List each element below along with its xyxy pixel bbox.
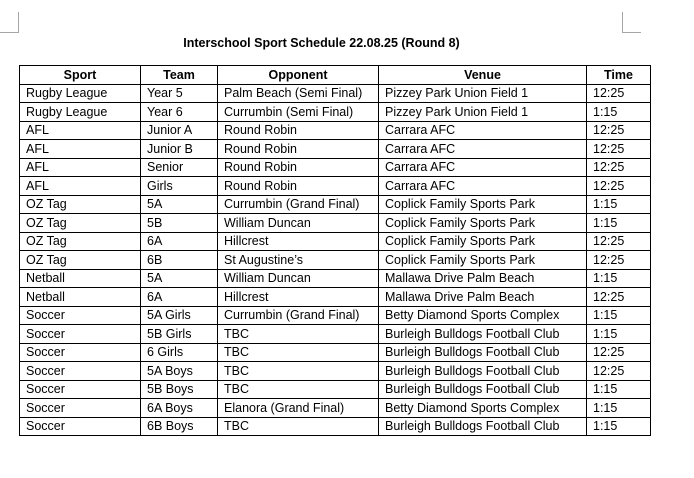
cell-team: 5B Boys: [141, 380, 218, 399]
table-row: [20, 214, 651, 233]
document-title: Interschool Sport Schedule 22.08.25 (Round 8): [183, 36, 460, 50]
cell-venue: Coplick Family Sports Park: [379, 214, 587, 233]
cell-team: 5A: [141, 269, 218, 288]
cell-venue: Coplick Family Sports Park: [379, 232, 587, 251]
cell-team: 5A Girls: [141, 306, 218, 325]
cell-sport: Soccer: [20, 343, 141, 362]
table-row: [20, 103, 651, 122]
cell-opponent: TBC: [218, 343, 379, 362]
cell-team: 6 Girls: [141, 343, 218, 362]
cell-time: 12:25: [587, 362, 651, 381]
page-corner-mark-right: [622, 12, 641, 33]
cell-time: 1:15: [587, 103, 651, 122]
cell-sport: OZ Tag: [20, 232, 141, 251]
header-opponent: Opponent: [218, 66, 379, 85]
cell-time: 12:25: [587, 232, 651, 251]
cell-time: 12:25: [587, 343, 651, 362]
cell-time: 12:25: [587, 84, 651, 103]
cell-time: 1:15: [587, 380, 651, 399]
table-row: [20, 306, 651, 325]
cell-sport: Soccer: [20, 417, 141, 436]
cell-team: 6A: [141, 232, 218, 251]
table-row: [20, 325, 651, 344]
table-row: [20, 417, 651, 436]
cell-opponent: Round Robin: [218, 140, 379, 159]
cell-team: Junior B: [141, 140, 218, 159]
table-row: [20, 177, 651, 196]
header-time: Time: [587, 66, 651, 85]
cell-venue: Pizzey Park Union Field 1: [379, 103, 587, 122]
cell-venue: Betty Diamond Sports Complex: [379, 399, 587, 418]
cell-sport: Soccer: [20, 380, 141, 399]
cell-time: 12:25: [587, 251, 651, 270]
cell-opponent: TBC: [218, 325, 379, 344]
cell-venue: Coplick Family Sports Park: [379, 251, 587, 270]
cell-team: Junior A: [141, 121, 218, 140]
cell-venue: Pizzey Park Union Field 1: [379, 84, 587, 103]
cell-venue: Carrara AFC: [379, 177, 587, 196]
cell-opponent: Hillcrest: [218, 288, 379, 307]
cell-opponent: William Duncan: [218, 214, 379, 233]
cell-team: Senior: [141, 158, 218, 177]
cell-opponent: TBC: [218, 417, 379, 436]
cell-opponent: Hillcrest: [218, 232, 379, 251]
cell-time: 1:15: [587, 325, 651, 344]
table-body: [20, 84, 651, 436]
cell-opponent: Currumbin (Grand Final): [218, 306, 379, 325]
table-row: [20, 195, 651, 214]
cell-venue: Coplick Family Sports Park: [379, 195, 587, 214]
cell-venue: Mallawa Drive Palm Beach: [379, 269, 587, 288]
cell-venue: Burleigh Bulldogs Football Club: [379, 380, 587, 399]
table-row: [20, 399, 651, 418]
cell-team: 6A Boys: [141, 399, 218, 418]
cell-sport: AFL: [20, 140, 141, 159]
cell-team: 6B: [141, 251, 218, 270]
header-sport: Sport: [20, 66, 141, 85]
cell-venue: Burleigh Bulldogs Football Club: [379, 417, 587, 436]
table-header-row: [20, 66, 651, 85]
cell-time: 1:15: [587, 269, 651, 288]
cell-opponent: Elanora (Grand Final): [218, 399, 379, 418]
cell-sport: OZ Tag: [20, 214, 141, 233]
table-row: [20, 232, 651, 251]
cell-team: Girls: [141, 177, 218, 196]
header-venue: Venue: [379, 66, 587, 85]
cell-sport: Soccer: [20, 399, 141, 418]
cell-opponent: Currumbin (Semi Final): [218, 103, 379, 122]
cell-sport: Soccer: [20, 362, 141, 381]
cell-sport: Rugby League: [20, 84, 141, 103]
cell-time: 1:15: [587, 214, 651, 233]
cell-opponent: William Duncan: [218, 269, 379, 288]
cell-sport: OZ Tag: [20, 251, 141, 270]
cell-time: 1:15: [587, 306, 651, 325]
table-row: [20, 343, 651, 362]
table-row: [20, 362, 651, 381]
cell-opponent: Round Robin: [218, 158, 379, 177]
header-team: Team: [141, 66, 218, 85]
cell-time: 12:25: [587, 158, 651, 177]
cell-opponent: TBC: [218, 362, 379, 381]
table-row: [20, 288, 651, 307]
cell-time: 1:15: [587, 399, 651, 418]
cell-team: 6A: [141, 288, 218, 307]
table-row: [20, 380, 651, 399]
table-row: [20, 158, 651, 177]
cell-venue: Burleigh Bulldogs Football Club: [379, 362, 587, 381]
table-row: [20, 84, 651, 103]
cell-team: 5A: [141, 195, 218, 214]
cell-venue: Carrara AFC: [379, 158, 587, 177]
schedule-table: [19, 65, 651, 436]
cell-venue: Burleigh Bulldogs Football Club: [379, 325, 587, 344]
cell-venue: Carrara AFC: [379, 140, 587, 159]
cell-time: 1:15: [587, 195, 651, 214]
cell-time: 12:25: [587, 140, 651, 159]
cell-sport: OZ Tag: [20, 195, 141, 214]
cell-opponent: TBC: [218, 380, 379, 399]
cell-team: 5B: [141, 214, 218, 233]
table-row: [20, 251, 651, 270]
cell-opponent: St Augustine’s: [218, 251, 379, 270]
cell-sport: Netball: [20, 288, 141, 307]
cell-opponent: Round Robin: [218, 177, 379, 196]
cell-venue: Betty Diamond Sports Complex: [379, 306, 587, 325]
cell-time: 12:25: [587, 121, 651, 140]
cell-sport: Soccer: [20, 325, 141, 344]
cell-venue: Mallawa Drive Palm Beach: [379, 288, 587, 307]
cell-time: 1:15: [587, 417, 651, 436]
cell-sport: AFL: [20, 158, 141, 177]
cell-opponent: Palm Beach (Semi Final): [218, 84, 379, 103]
cell-team: Year 6: [141, 103, 218, 122]
table-row: [20, 140, 651, 159]
cell-team: Year 5: [141, 84, 218, 103]
cell-opponent: Currumbin (Grand Final): [218, 195, 379, 214]
page-corner-mark-left: [0, 12, 19, 33]
cell-sport: Netball: [20, 269, 141, 288]
cell-time: 12:25: [587, 177, 651, 196]
cell-sport: AFL: [20, 177, 141, 196]
table-row: [20, 269, 651, 288]
cell-venue: Burleigh Bulldogs Football Club: [379, 343, 587, 362]
cell-team: 6B Boys: [141, 417, 218, 436]
cell-sport: Rugby League: [20, 103, 141, 122]
cell-sport: Soccer: [20, 306, 141, 325]
cell-time: 12:25: [587, 288, 651, 307]
cell-team: 5B Girls: [141, 325, 218, 344]
cell-sport: AFL: [20, 121, 141, 140]
table-row: [20, 121, 651, 140]
cell-opponent: Round Robin: [218, 121, 379, 140]
cell-venue: Carrara AFC: [379, 121, 587, 140]
cell-team: 5A Boys: [141, 362, 218, 381]
